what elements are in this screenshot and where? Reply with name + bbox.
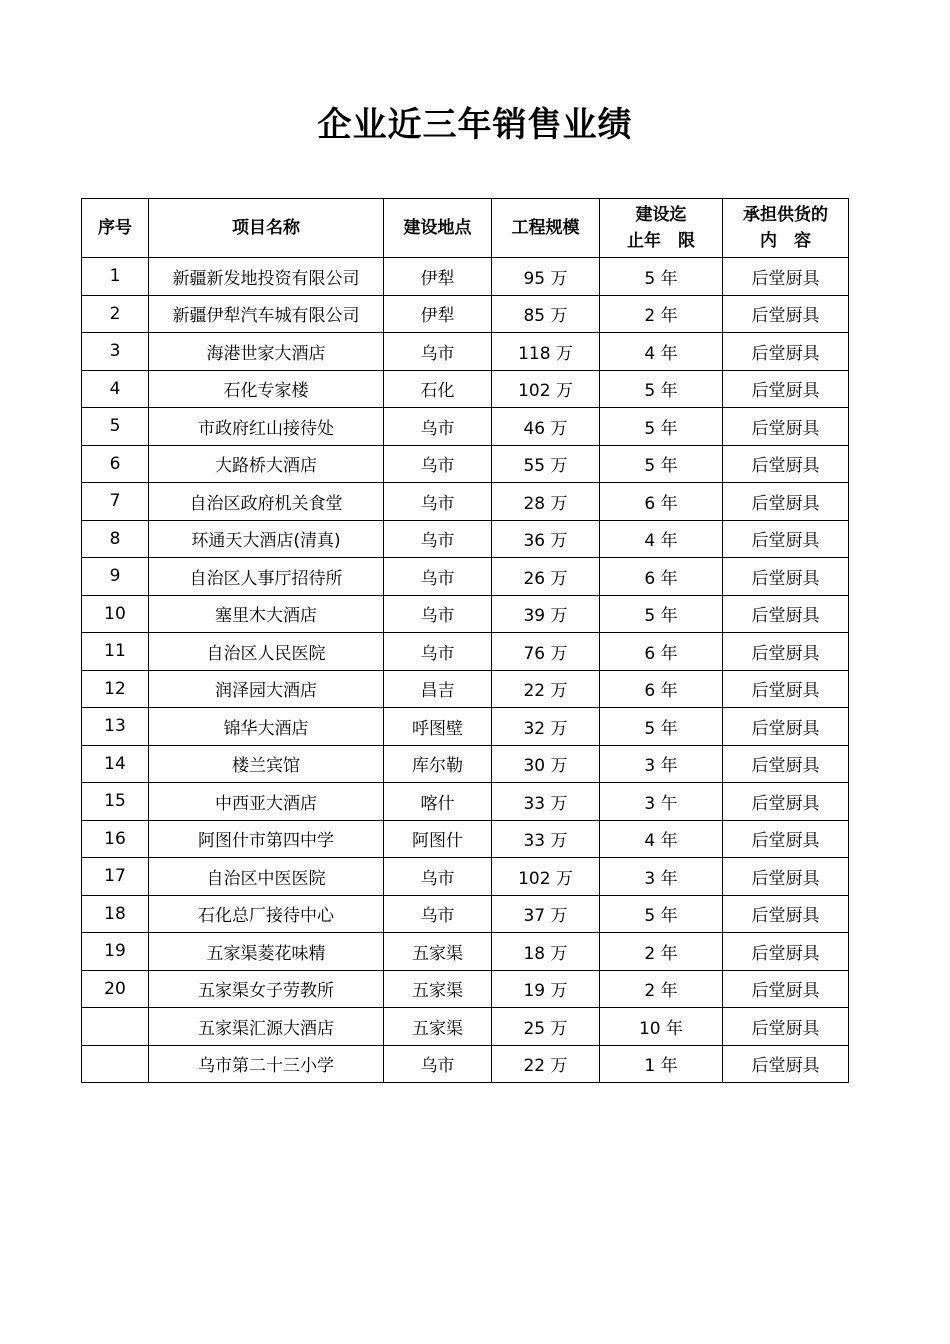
cell-location: 乌市 bbox=[384, 595, 492, 633]
cell-content: 后堂厨具 bbox=[723, 745, 849, 783]
cell-seq: 15 bbox=[82, 783, 149, 821]
cell-period: 5 年 bbox=[600, 445, 723, 483]
cell-project-name: 乌市第二十三小学 bbox=[149, 1045, 384, 1083]
cell-seq: 17 bbox=[82, 858, 149, 896]
table-row bbox=[82, 858, 849, 896]
cell-period: 2 年 bbox=[600, 933, 723, 971]
header-content bbox=[723, 199, 849, 258]
cell-scale: 26 万 bbox=[492, 558, 600, 596]
cell-location: 五家渠 bbox=[384, 970, 492, 1008]
cell-scale: 102 万 bbox=[492, 858, 600, 896]
cell-period: 6 年 bbox=[600, 670, 723, 708]
cell-project-name: 石化专家楼 bbox=[149, 370, 384, 408]
table-row bbox=[82, 445, 849, 483]
cell-content: 后堂厨具 bbox=[723, 520, 849, 558]
cell-period: 5 年 bbox=[600, 595, 723, 633]
cell-location: 昌吉 bbox=[384, 670, 492, 708]
cell-project-name: 五家渠女子劳教所 bbox=[149, 970, 384, 1008]
header-seq: 序号 bbox=[82, 199, 149, 258]
cell-project-name: 自治区人民医院 bbox=[149, 633, 384, 671]
cell-project-name: 塞里木大酒店 bbox=[149, 595, 384, 633]
header-project-name: 项目名称 bbox=[149, 199, 384, 258]
cell-content: 后堂厨具 bbox=[723, 408, 849, 446]
header-scale: 工程规模 bbox=[492, 199, 600, 258]
cell-seq: 7 bbox=[82, 483, 149, 521]
cell-seq: 8 bbox=[82, 520, 149, 558]
table-row bbox=[82, 595, 849, 633]
page-title: 企业近三年销售业绩 bbox=[317, 105, 633, 145]
cell-project-name: 五家渠汇源大酒店 bbox=[149, 1008, 384, 1046]
cell-content: 后堂厨具 bbox=[723, 708, 849, 746]
table-row bbox=[82, 933, 849, 971]
cell-seq: 16 bbox=[82, 820, 149, 858]
cell-project-name: 石化总厂接待中心 bbox=[149, 895, 384, 933]
cell-scale: 30 万 bbox=[492, 745, 600, 783]
cell-content: 后堂厨具 bbox=[723, 445, 849, 483]
cell-scale: 25 万 bbox=[492, 1008, 600, 1046]
cell-scale: 39 万 bbox=[492, 595, 600, 633]
cell-period: 4 年 bbox=[600, 820, 723, 858]
cell-location: 乌市 bbox=[384, 895, 492, 933]
table-row bbox=[82, 820, 849, 858]
cell-scale: 76 万 bbox=[492, 633, 600, 671]
cell-location: 石化 bbox=[384, 370, 492, 408]
cell-project-name: 自治区中医医院 bbox=[149, 858, 384, 896]
cell-scale: 118 万 bbox=[492, 333, 600, 371]
table-row bbox=[82, 333, 849, 371]
cell-seq: 18 bbox=[82, 895, 149, 933]
cell-content: 后堂厨具 bbox=[723, 970, 849, 1008]
cell-period: 3 年 bbox=[600, 858, 723, 896]
table-row bbox=[82, 708, 849, 746]
cell-scale: 85 万 bbox=[492, 295, 600, 333]
cell-location: 乌市 bbox=[384, 483, 492, 521]
header-content-line1: 承担供货的 bbox=[743, 205, 828, 225]
cell-project-name: 楼兰宾馆 bbox=[149, 745, 384, 783]
cell-period: 1 年 bbox=[600, 1045, 723, 1083]
table-row bbox=[82, 370, 849, 408]
cell-project-name: 五家渠菱花味精 bbox=[149, 933, 384, 971]
header-location: 建设地点 bbox=[384, 199, 492, 258]
cell-period: 2 年 bbox=[600, 970, 723, 1008]
cell-period: 4 年 bbox=[600, 520, 723, 558]
cell-content: 后堂厨具 bbox=[723, 333, 849, 371]
header-period-line2: 止年 限 bbox=[627, 231, 695, 251]
cell-location: 伊犁 bbox=[384, 295, 492, 333]
cell-period: 2 年 bbox=[600, 295, 723, 333]
cell-seq: 9 bbox=[82, 558, 149, 596]
cell-content: 后堂厨具 bbox=[723, 783, 849, 821]
cell-seq: 2 bbox=[82, 295, 149, 333]
table-row bbox=[82, 408, 849, 446]
cell-seq: 12 bbox=[82, 670, 149, 708]
cell-scale: 22 万 bbox=[492, 670, 600, 708]
cell-period: 3 年 bbox=[600, 745, 723, 783]
cell-content: 后堂厨具 bbox=[723, 670, 849, 708]
cell-scale: 19 万 bbox=[492, 970, 600, 1008]
cell-content: 后堂厨具 bbox=[723, 295, 849, 333]
cell-seq: 14 bbox=[82, 745, 149, 783]
cell-project-name: 自治区政府机关食堂 bbox=[149, 483, 384, 521]
cell-period: 10 年 bbox=[600, 1008, 723, 1046]
table-row bbox=[82, 1008, 849, 1046]
cell-content: 后堂厨具 bbox=[723, 633, 849, 671]
cell-seq: 1 bbox=[82, 258, 149, 296]
cell-period: 5 年 bbox=[600, 895, 723, 933]
cell-location: 乌市 bbox=[384, 445, 492, 483]
cell-location: 乌市 bbox=[384, 1045, 492, 1083]
table-row bbox=[82, 1045, 849, 1083]
cell-content: 后堂厨具 bbox=[723, 895, 849, 933]
cell-content: 后堂厨具 bbox=[723, 820, 849, 858]
cell-scale: 36 万 bbox=[492, 520, 600, 558]
cell-location: 喀什 bbox=[384, 783, 492, 821]
table-row bbox=[82, 258, 849, 296]
cell-project-name: 阿图什市第四中学 bbox=[149, 820, 384, 858]
cell-location: 伊犁 bbox=[384, 258, 492, 296]
cell-period: 5 年 bbox=[600, 708, 723, 746]
cell-project-name: 润泽园大酒店 bbox=[149, 670, 384, 708]
cell-period: 6 年 bbox=[600, 558, 723, 596]
cell-scale: 22 万 bbox=[492, 1045, 600, 1083]
cell-location: 阿图什 bbox=[384, 820, 492, 858]
cell-content: 后堂厨具 bbox=[723, 1045, 849, 1083]
cell-location: 库尔勒 bbox=[384, 745, 492, 783]
cell-project-name: 环通天大酒店(清真) bbox=[149, 520, 384, 558]
cell-location: 五家渠 bbox=[384, 933, 492, 971]
cell-scale: 37 万 bbox=[492, 895, 600, 933]
table-row bbox=[82, 633, 849, 671]
cell-scale: 33 万 bbox=[492, 783, 600, 821]
cell-period: 5 年 bbox=[600, 258, 723, 296]
cell-scale: 55 万 bbox=[492, 445, 600, 483]
cell-content: 后堂厨具 bbox=[723, 858, 849, 896]
cell-project-name: 新疆新发地投资有限公司 bbox=[149, 258, 384, 296]
cell-scale: 32 万 bbox=[492, 708, 600, 746]
cell-seq: 13 bbox=[82, 708, 149, 746]
table-row bbox=[82, 520, 849, 558]
cell-seq: 3 bbox=[82, 333, 149, 371]
table-row bbox=[82, 483, 849, 521]
header-period-line1: 建设迄 bbox=[635, 205, 687, 225]
cell-content: 后堂厨具 bbox=[723, 1008, 849, 1046]
cell-content: 后堂厨具 bbox=[723, 933, 849, 971]
cell-scale: 46 万 bbox=[492, 408, 600, 446]
cell-period: 5 年 bbox=[600, 408, 723, 446]
table-row bbox=[82, 670, 849, 708]
cell-seq: 4 bbox=[82, 370, 149, 408]
cell-location: 乌市 bbox=[384, 558, 492, 596]
cell-seq: 6 bbox=[82, 445, 149, 483]
table-row bbox=[82, 745, 849, 783]
table-row bbox=[82, 558, 849, 596]
cell-seq: 5 bbox=[82, 408, 149, 446]
cell-project-name: 自治区人事厅招待所 bbox=[149, 558, 384, 596]
cell-location: 乌市 bbox=[384, 633, 492, 671]
cell-content: 后堂厨具 bbox=[723, 483, 849, 521]
cell-seq: 20 bbox=[82, 970, 149, 1008]
sales-performance-table bbox=[81, 198, 849, 1083]
cell-project-name: 大路桥大酒店 bbox=[149, 445, 384, 483]
cell-project-name: 新疆伊犁汽车城有限公司 bbox=[149, 295, 384, 333]
cell-location: 五家渠 bbox=[384, 1008, 492, 1046]
cell-period: 5 年 bbox=[600, 370, 723, 408]
cell-content: 后堂厨具 bbox=[723, 558, 849, 596]
table-row bbox=[82, 970, 849, 1008]
cell-period: 6 年 bbox=[600, 633, 723, 671]
cell-seq: 11 bbox=[82, 633, 149, 671]
header-period bbox=[600, 199, 723, 258]
cell-scale: 33 万 bbox=[492, 820, 600, 858]
cell-seq bbox=[82, 1045, 149, 1083]
table-row bbox=[82, 895, 849, 933]
cell-location: 呼图壁 bbox=[384, 708, 492, 746]
cell-content: 后堂厨具 bbox=[723, 258, 849, 296]
cell-seq bbox=[82, 1008, 149, 1046]
cell-project-name: 锦华大酒店 bbox=[149, 708, 384, 746]
cell-seq: 10 bbox=[82, 595, 149, 633]
cell-project-name: 中西亚大酒店 bbox=[149, 783, 384, 821]
header-content-line2: 内 容 bbox=[760, 231, 811, 251]
cell-project-name: 海港世家大酒店 bbox=[149, 333, 384, 371]
cell-period: 6 年 bbox=[600, 483, 723, 521]
cell-content: 后堂厨具 bbox=[723, 595, 849, 633]
cell-scale: 95 万 bbox=[492, 258, 600, 296]
table-row bbox=[82, 295, 849, 333]
table-header-row bbox=[82, 199, 849, 258]
table-row bbox=[82, 783, 849, 821]
cell-scale: 28 万 bbox=[492, 483, 600, 521]
table-body bbox=[82, 258, 849, 1083]
cell-content: 后堂厨具 bbox=[723, 370, 849, 408]
cell-scale: 102 万 bbox=[492, 370, 600, 408]
cell-period: 4 年 bbox=[600, 333, 723, 371]
cell-location: 乌市 bbox=[384, 408, 492, 446]
cell-location: 乌市 bbox=[384, 858, 492, 896]
cell-scale: 18 万 bbox=[492, 933, 600, 971]
cell-period: 3 午 bbox=[600, 783, 723, 821]
cell-project-name: 市政府红山接待处 bbox=[149, 408, 384, 446]
cell-seq: 19 bbox=[82, 933, 149, 971]
cell-location: 乌市 bbox=[384, 333, 492, 371]
cell-location: 乌市 bbox=[384, 520, 492, 558]
